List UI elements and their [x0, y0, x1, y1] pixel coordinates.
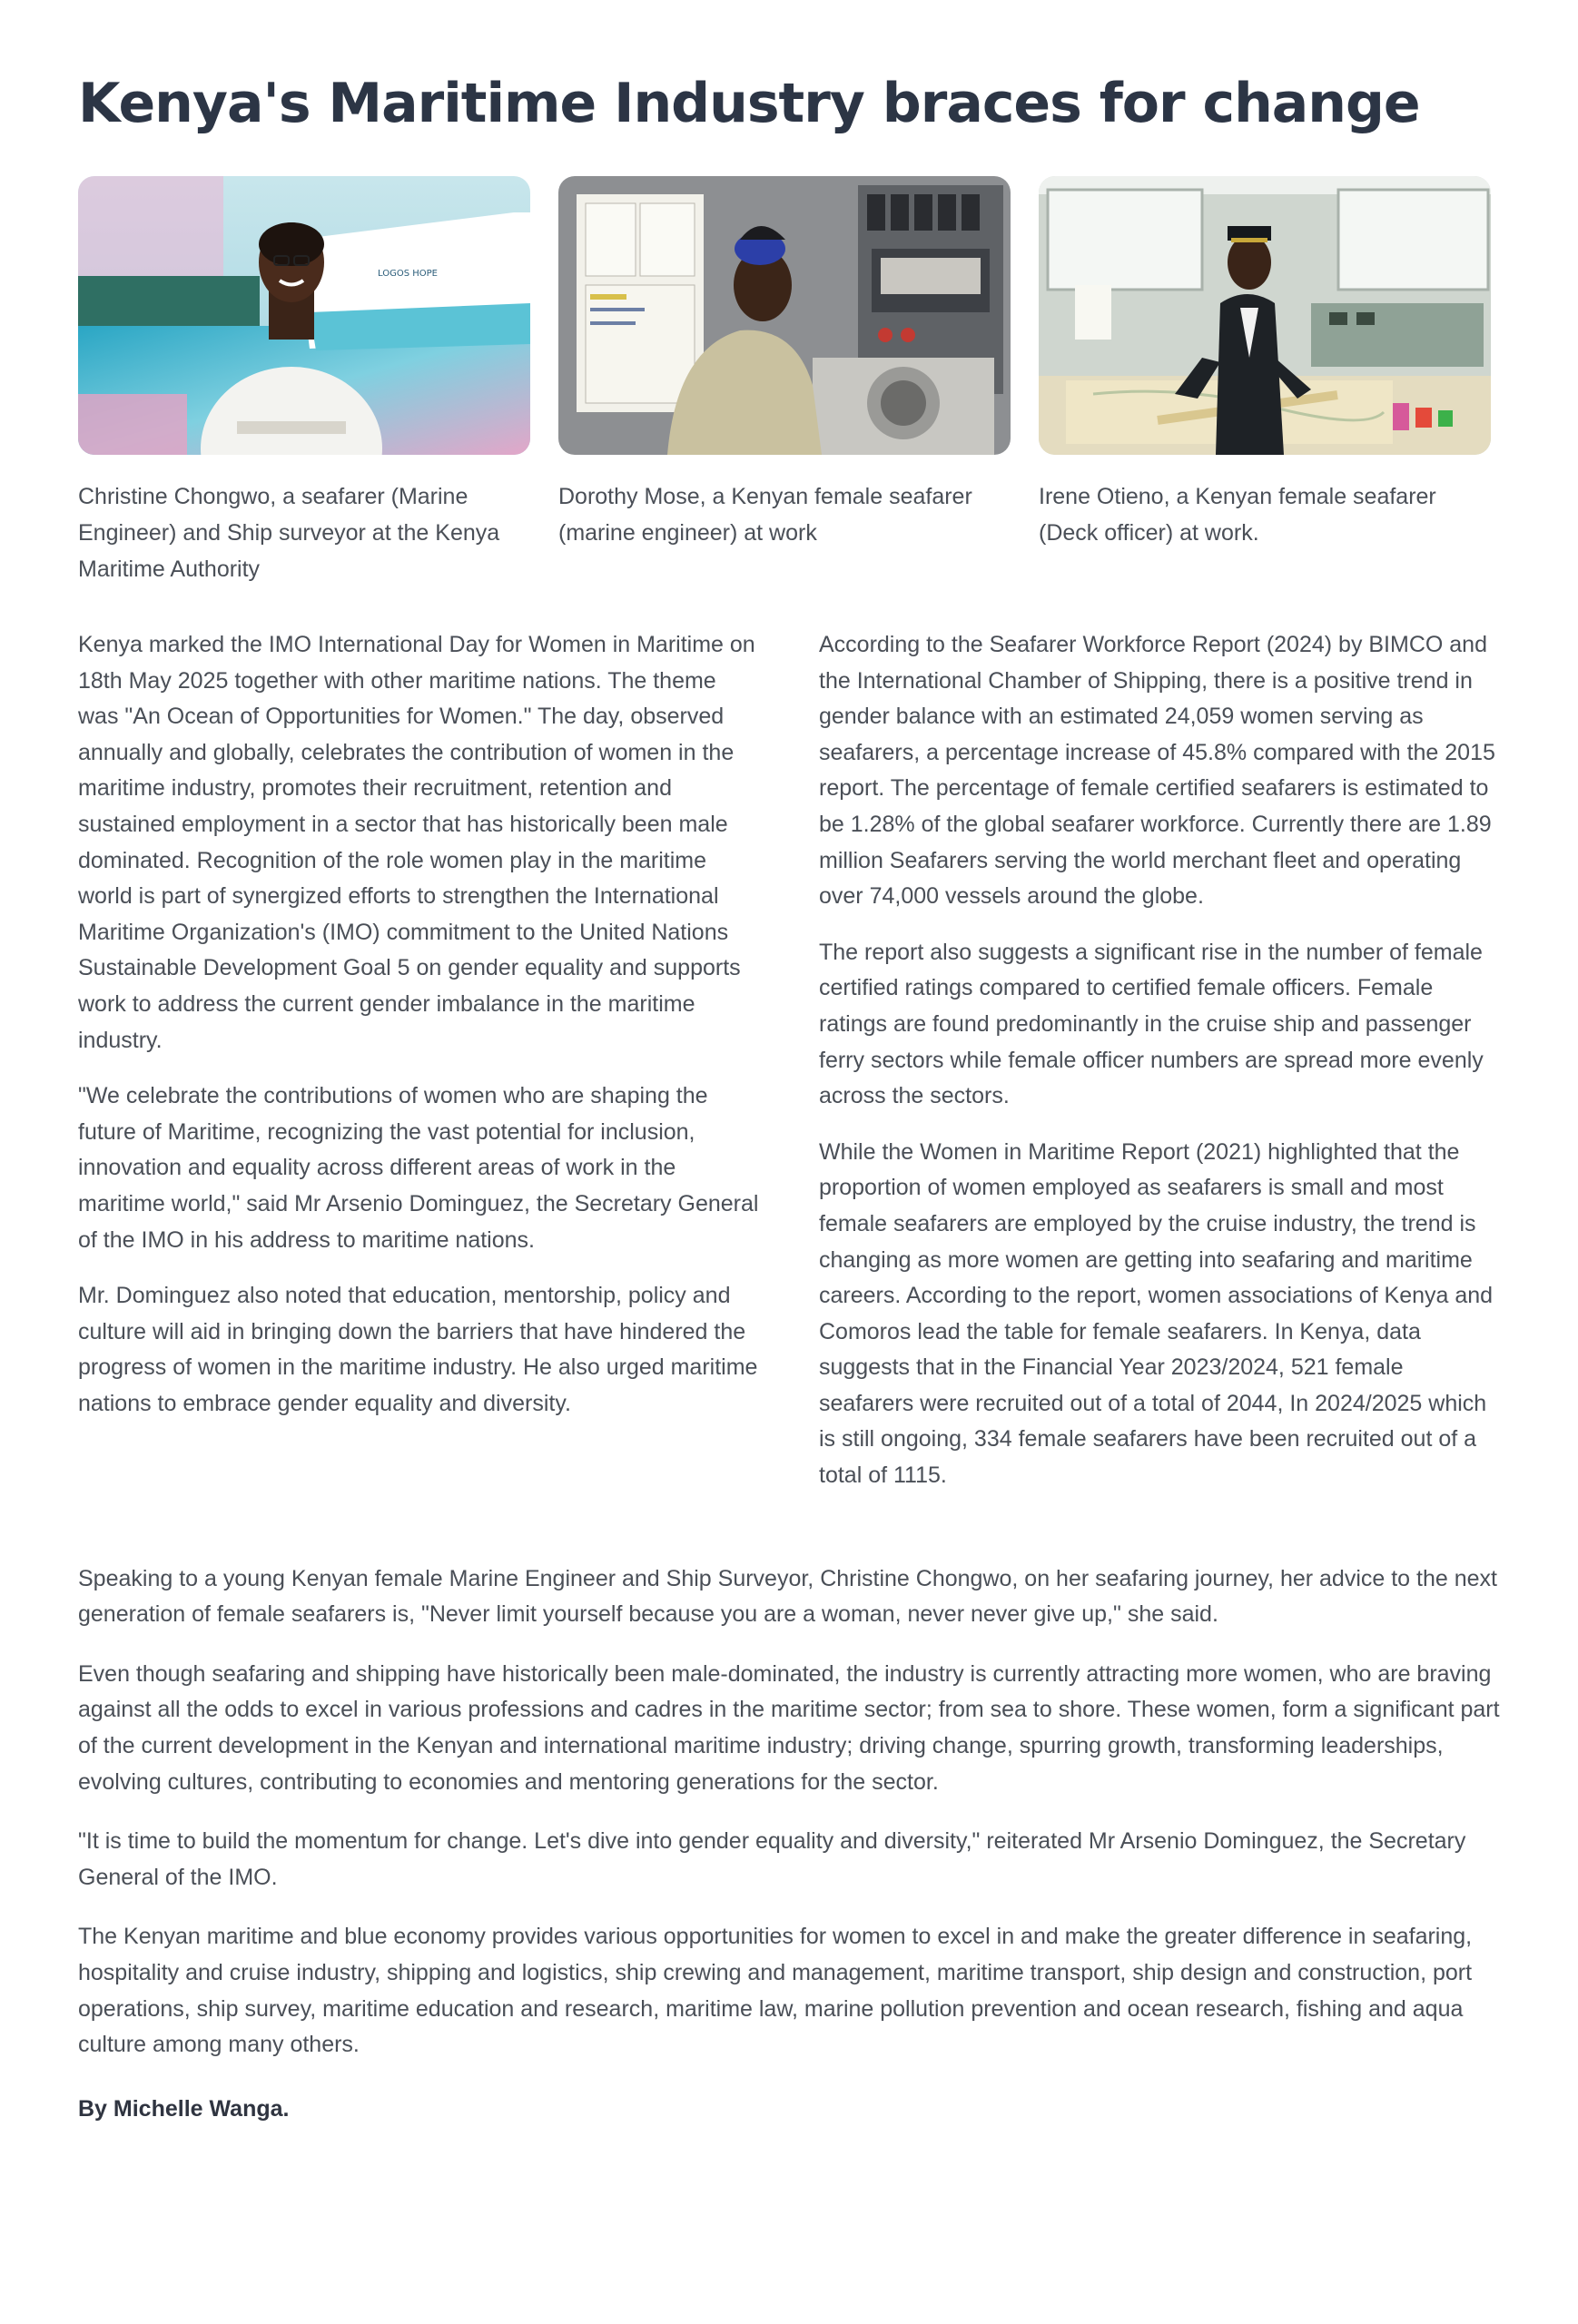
photo-caption: Christine Chongwo, a seafarer (Marine Engineer) and Ship surveyor at the Kenya Maritime Authority [78, 484, 500, 582]
body-paragraph: The report also suggests a significant rise in the number of female certified ratings compared to certified female officers. Female ratings are found predominantly in the cruise ship and passenger ferry sectors while female officer numbers are spread more evenly across the sectors. [819, 939, 1484, 1109]
body-paragraph: While the Women in Maritime Report (2021) highlighted that the proportion of women employed as seafarers is small and most female seafarers are employed by the cruise industry, the trend is changing as more women are getting into seafaring and maritime careers. According to the report, women associations of Kenya and Comoros lead the table for female seafarers. In Kenya, data suggests that in the Financial Year 2023/2024, 521 female seafarers were recruited out of a total of 2044, In 2024/2025 which is still ongoing, 334 female seafarers have been recruited out of a total of 1115. [819, 1138, 1494, 1489]
ship-name-label: LOGOS HOPE [378, 269, 438, 279]
right-column [819, 627, 1500, 1514]
gallery-item-1 [78, 176, 530, 587]
article-title: Kenya's Maritime Industry braces for change [78, 72, 1420, 135]
body-paragraph: Kenya marked the IMO International Day for Women in Maritime on 18th May 2025 together with other maritime nations. The theme was "An Ocean of Opportunities for Women." The day, observed annually and globally, celebrates the contribution of women in the maritime industry, promotes their recruitment, retention and sustained employment in a sector that has historically been male dominated. Recognition of the role women play in the maritime world is part of synergized efforts to strengthen the International Maritime Organization's (IMO) commitment to the United Nations Sustainable Development Goal 5 on gender equality and supports work to address the current gender imbalance in the maritime industry. [78, 632, 755, 1053]
two-column-body [78, 627, 1500, 1514]
body-paragraph: "We celebrate the contributions of women who are shaping the future of Maritime, recognizing the vast potential for inclusion, innovation and equality across different areas of work in the maritime world," said Mr Arsenio Dominguez, the Secretary General of the IMO in his address to maritime nations. [78, 1083, 759, 1253]
body-paragraph: The Kenyan maritime and blue economy provides various opportunities for women to excel in and make the greater difference in seafaring, hospitality and cruise industry, shipping and logistics, ship crewing and management, maritime transport, ship design and construction, port operations, ship survey, maritime education and research, maritime law, marine pollution prevention and ocean research, fishing and aqua culture among many others. [78, 1924, 1473, 2058]
photo-gallery [78, 176, 1500, 587]
gallery-item-3 [1039, 176, 1491, 587]
body-paragraph: According to the Seafarer Workforce Report (2024) by BIMCO and the International Chamber of Shipping, there is a positive trend in gender balance with an estimated 24,059 women serving as seafarers, a percentage increase of 45.8% compared with the 2015 report. The percentage of female certified seafarers is estimated to be 1.28% of the global seafarer workforce. Currently there are 1.89 million Seafarers serving the world merchant fleet and operating over 74,000 vessels around the globe. [819, 632, 1495, 910]
ship-bridge-photo[interactable] [1039, 176, 1491, 455]
author-byline: By Michelle Wanga. [78, 2095, 290, 2122]
body-paragraph: Mr. Dominguez also noted that education, mentorship, policy and culture will aid in bringing down the barriers that have hindered the progress of women in the maritime industry. He also urged maritime nations to embrace gender equality and diversity. [78, 1283, 758, 1416]
body-paragraph: "It is time to build the momentum for change. Let's dive into gender equality and diversity," reiterated Mr Arsenio Dominguez, the Secretary General of the IMO. [78, 1828, 1466, 1890]
body-paragraph: Speaking to a young Kenyan female Marine Engineer and Ship Surveyor, Christine Chongwo, on her seafaring journey, her advice to the next generation of female seafarers is, "Never limit yourself because you are a woman, never never give up," she said. [78, 1565, 1497, 1628]
left-column [78, 627, 759, 1514]
gallery-item-2 [558, 176, 1011, 587]
portrait-photo[interactable] [78, 176, 530, 455]
body-paragraph: Even though seafaring and shipping have historically been male-dominated, the industry is currently attracting more women, who are braving against all the odds to excel in various professions and cadres in the maritime sector; from sea to shore. These women, form a significant part of the current development in the Kenyan and international maritime industry; driving change, spurring growth, transforming leaderships, evolving cultures, contributing to economies and mentoring generations for the sector. [78, 1660, 1500, 1795]
full-width-body [78, 1561, 1500, 2063]
engine-room-photo[interactable] [558, 176, 1011, 455]
photo-caption: Dorothy Mose, a Kenyan female seafarer (marine engineer) at work [558, 484, 972, 546]
photo-caption: Irene Otieno, a Kenyan female seafarer (Deck officer) at work. [1039, 484, 1436, 546]
